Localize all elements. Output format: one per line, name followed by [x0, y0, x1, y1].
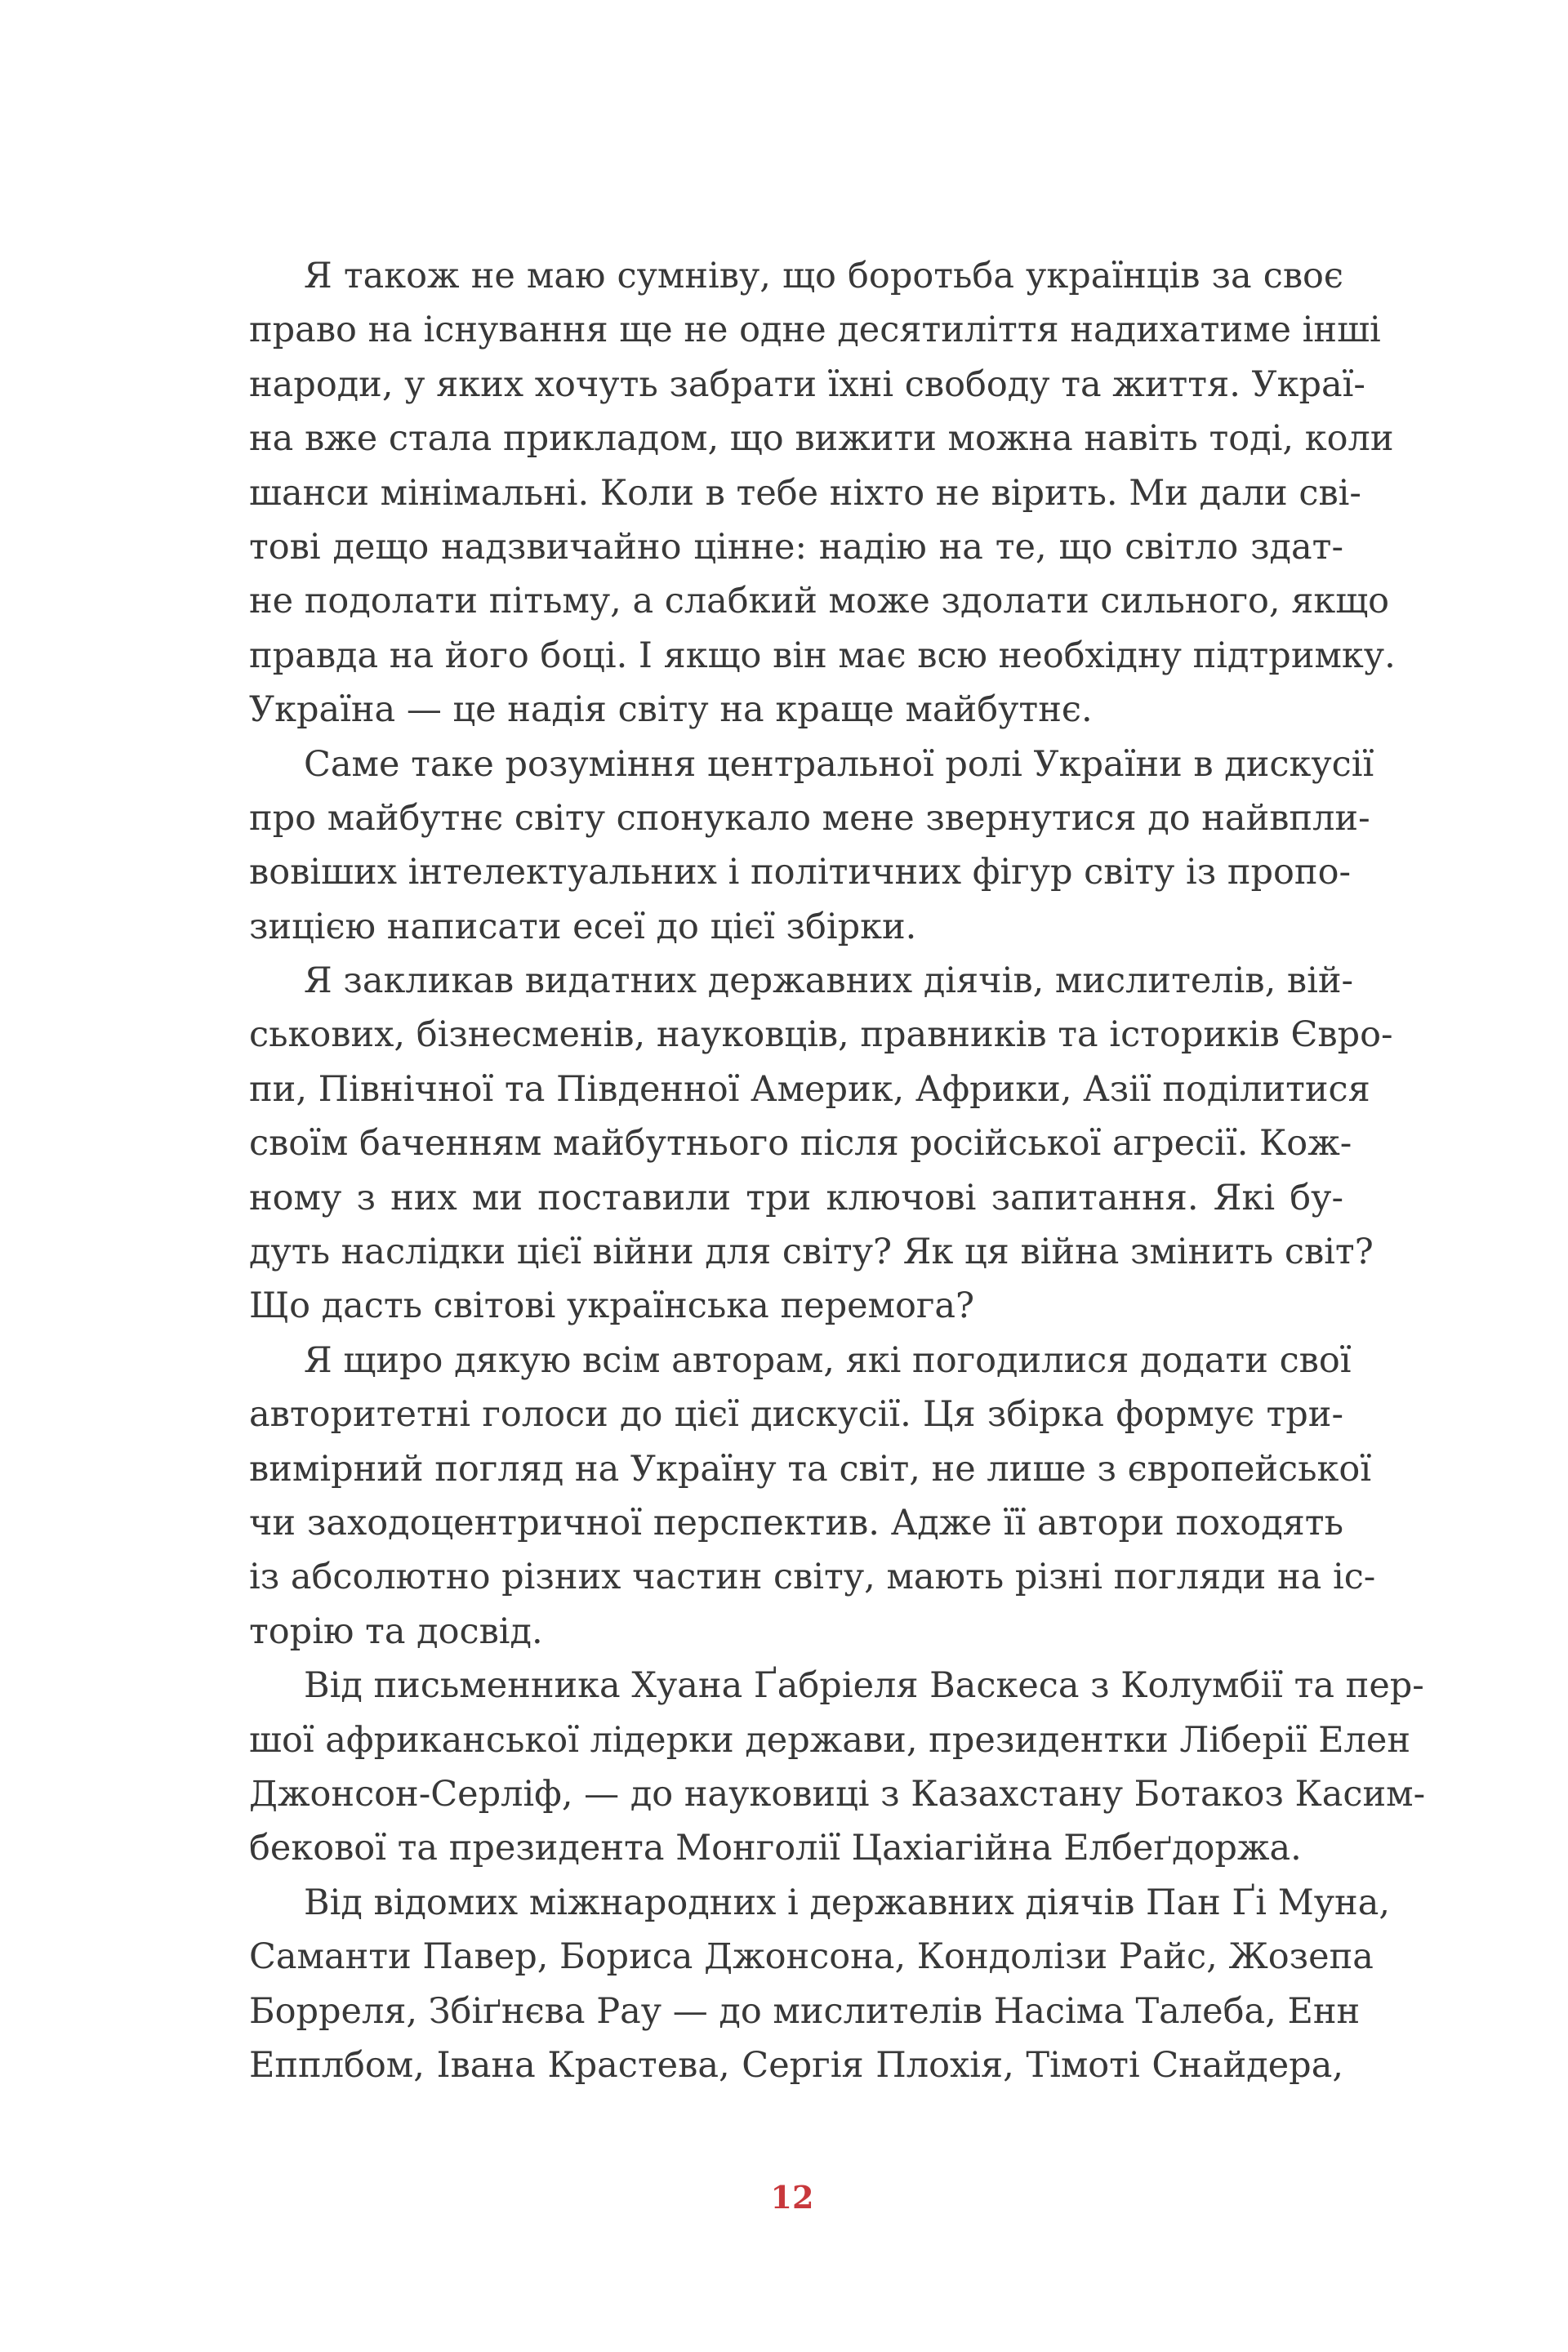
text-line: Саме таке розуміння центральної ролі України в дискусії [304, 743, 1374, 785]
text-line: шої африканської лідерки держави, президентки Ліберії Елен [249, 1719, 1410, 1761]
text-line: із абсолютно різних частин світу, мають різні погляди на іс- [249, 1557, 1376, 1598]
text-line: Епплбом, Івана Крастева, Сергія Плохія, Тімоті Снайдера, [249, 2044, 1343, 2086]
text-line: шанси мінімальні. Коли в тебе ніхто не вірить. Ми дали сві- [249, 472, 1361, 514]
text-line: Борреля, Збіґнєва Рау — до мислителів Насіма Талеба, Енн [249, 1990, 1361, 2032]
text-line: право на існування ще не одне десятиліття надихатиме інші [249, 310, 1381, 351]
text-line: бекової та президента Монголії Цахіагійна Елбеґдоржа. [249, 1828, 1302, 1869]
text-line: Що дасть світові українська перемога? [249, 1285, 975, 1327]
text-line: тові дещо надзвичайно цінне: надію на те, що світло здат- [249, 526, 1343, 568]
text-line: ськових, бізнесменів, науковців, правників та істориків Євро- [249, 1014, 1393, 1056]
text-line: Джонсон-Серліф, — до науковиці з Казахстану Ботакоз Касим- [249, 1773, 1426, 1815]
text-line: про майбутнє світу спонукало мене звернутися до найвпли- [249, 797, 1370, 839]
text-line: Я також не маю сумніву, що боротьба українців за своє [304, 256, 1343, 296]
text-line: вовіших інтелектуальних і політичних фігур світу із пропо- [249, 852, 1351, 893]
text-line: не подолати пітьму, а слабкий може здолати сильного, якщо [249, 581, 1390, 622]
text-line: Саманти Павер, Бориса Джонсона, Кондолізи Райс, Жозепа [249, 1936, 1374, 1978]
text-line: своїм баченням майбутнього після російської агресії. Кож- [249, 1123, 1352, 1165]
page-number: 12 [770, 2179, 814, 2216]
text-line: ному з них ми поставили три ключові запитання. Які бу- [249, 1177, 1343, 1218]
text-line: правда на його боці. І якщо він має всю необхідну підтримку. [249, 635, 1396, 676]
text-line: Я закликав видатних державних діячів, мислителів, вій- [304, 960, 1354, 1002]
text-line: зицією написати есеї до цієї збірки. [249, 906, 917, 947]
text-line: торію та досвід. [249, 1610, 543, 1652]
text-line: чи заходоцентричної перспектив. Адже її автори походять [249, 1502, 1343, 1544]
text-line: авторитетні голоси до цієї дискусії. Ця збірка формує три- [249, 1394, 1343, 1436]
text-line: на вже стала прикладом, що вижити можна навіть тоді, коли [249, 418, 1394, 460]
text-line: народи, у яких хочуть забрати їхні свободу та життя. Украї- [249, 363, 1365, 405]
text-line: Я щиро дякую всім авторам, які погодилися додати свої [304, 1339, 1352, 1381]
text-line: Від відомих міжнародних і державних діячів Пан Ґі Муна, [304, 1882, 1391, 1923]
text-line: Україна — це надія світу на краще майбутнє. [249, 689, 1093, 731]
text-line: вимірний погляд на Україну та світ, не лише з європейської [249, 1448, 1372, 1490]
text-line: пи, Північної та Південної Америк, Африки, Азії поділитися [249, 1068, 1370, 1110]
body-text [249, 249, 1426, 2092]
text-line: дуть наслідки цієї війни для світу? Як ця війна змінить світ? [249, 1232, 1374, 1273]
text-line: Від письменника Хуана Ґабріеля Васкеса з Колумбії та пер- [304, 1665, 1424, 1707]
